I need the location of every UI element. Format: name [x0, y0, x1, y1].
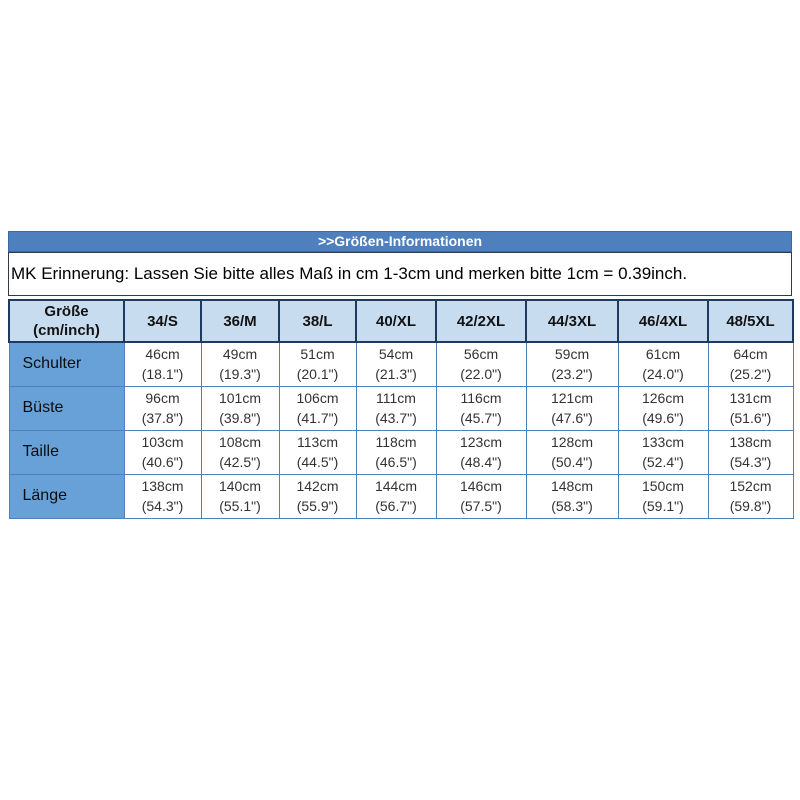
table-header-row — [9, 300, 793, 342]
measure-inch: (24.0") — [642, 366, 684, 383]
measure-cm: 133cm — [641, 434, 685, 450]
measure-cm: 150cm — [641, 478, 685, 494]
measure-cm: 116cm — [460, 390, 502, 406]
measure-inch: (47.6") — [551, 410, 593, 426]
measure-cell — [708, 342, 793, 386]
corner-header-cell — [9, 300, 124, 342]
measure-cell — [279, 386, 356, 430]
size-header-cell: 38/L — [279, 300, 356, 342]
measure-inch: (22.0") — [460, 366, 502, 383]
measure-cell — [356, 430, 436, 474]
measure-cm: 148cm — [550, 478, 594, 494]
measure-cm: 113cm — [297, 434, 338, 450]
measure-cell — [124, 430, 201, 474]
measure-cell — [279, 430, 356, 474]
measure-cell — [526, 430, 618, 474]
measure-inch: (56.7") — [375, 498, 417, 514]
measure-cell — [201, 342, 279, 386]
size-info-content — [8, 231, 792, 519]
measure-cell — [436, 430, 526, 474]
measure-cm: 138cm — [729, 434, 772, 450]
measure-cell — [201, 386, 279, 430]
measure-cm: 61cm — [645, 346, 681, 363]
measure-inch: (44.5") — [296, 454, 339, 470]
measure-inch: (54.3") — [729, 454, 772, 470]
measure-cell — [708, 430, 793, 474]
measure-inch: (52.4") — [642, 454, 684, 470]
measure-inch: (21.3") — [375, 366, 417, 383]
measure-inch: (57.5") — [460, 498, 502, 514]
measure-cell — [618, 430, 708, 474]
measure-cm: 101cm — [218, 390, 262, 406]
measure-cm: 106cm — [296, 390, 339, 406]
measure-cell — [356, 474, 436, 518]
measure-cm: 140cm — [218, 478, 262, 494]
measurement-row — [9, 474, 793, 518]
measure-cell — [436, 474, 526, 518]
measure-inch: (51.6") — [729, 410, 772, 426]
measure-inch: (23.2") — [551, 366, 593, 383]
measure-cm: 59cm — [554, 346, 590, 363]
measure-cm: 123cm — [459, 434, 503, 450]
section-title: >>Größen-Informationen — [317, 233, 483, 249]
measure-cm: 126cm — [641, 390, 685, 406]
measure-inch: (45.7") — [460, 410, 502, 426]
measure-cm: 111cm — [376, 390, 416, 406]
measurement-row-label: Schulter — [9, 342, 124, 386]
measure-cm: 121cm — [550, 390, 594, 406]
size-table — [8, 299, 794, 519]
measure-cm: 152cm — [729, 478, 772, 494]
measure-cm: 56cm — [463, 346, 499, 363]
measure-cm: 142cm — [296, 478, 339, 494]
measure-cm: 144cm — [374, 478, 418, 494]
measure-cm: 146cm — [459, 478, 503, 494]
measure-cell — [526, 474, 618, 518]
measure-cell — [436, 342, 526, 386]
measure-inch: (54.3") — [141, 498, 184, 514]
measurement-row — [9, 342, 793, 386]
size-table-body — [9, 342, 793, 518]
measurement-row-label: Länge — [9, 474, 124, 518]
measure-cm: 131cm — [729, 390, 772, 406]
measure-cm: 49cm — [222, 346, 258, 363]
measure-cell — [124, 474, 201, 518]
measure-cell — [124, 342, 201, 386]
measure-inch: (43.7") — [375, 410, 417, 426]
size-header-cell: 46/4XL — [618, 300, 708, 342]
measure-cell — [279, 474, 356, 518]
measure-cell — [526, 342, 618, 386]
measure-cell — [201, 430, 279, 474]
measure-inch: (59.8") — [729, 498, 772, 514]
measure-inch: (59.1") — [642, 498, 684, 514]
measure-inch: (18.1") — [141, 366, 184, 383]
measure-inch: (55.1") — [219, 498, 261, 514]
measure-cm: 96cm — [145, 390, 180, 406]
measure-cell — [618, 342, 708, 386]
size-header-cell: 44/3XL — [526, 300, 618, 342]
measure-cm: 51cm — [300, 346, 335, 363]
measure-cell — [124, 386, 201, 430]
measure-inch: (40.6") — [141, 454, 184, 470]
section-title-bar — [8, 231, 792, 252]
measure-inch: (49.6") — [642, 410, 684, 426]
measure-inch: (41.7") — [296, 410, 339, 426]
measure-inch: (19.3") — [219, 366, 261, 383]
reminder-note — [8, 252, 792, 296]
size-header-cell: 48/5XL — [708, 300, 793, 342]
size-header-cell: 36/M — [201, 300, 279, 342]
corner-header-line2: (cm/inch) — [33, 322, 100, 339]
measure-cell — [279, 342, 356, 386]
measurement-row-label: Büste — [9, 386, 124, 430]
size-header-cell: 40/XL — [356, 300, 436, 342]
measure-cm: 46cm — [145, 346, 180, 363]
measure-cm: 128cm — [550, 434, 594, 450]
measurement-row — [9, 430, 793, 474]
measure-cm: 138cm — [141, 478, 184, 494]
measure-cm: 108cm — [218, 434, 262, 450]
reminder-text: MK Erinnerung: Lassen Sie bitte alles Maß in cm 1-3cm und merken bitte 1cm = 0.39inch. — [11, 264, 688, 283]
measure-cm: 103cm — [141, 434, 184, 450]
measure-cm: 54cm — [378, 346, 414, 363]
size-header-cell: 34/S — [124, 300, 201, 342]
measure-inch: (37.8") — [141, 410, 184, 426]
measurement-row — [9, 386, 793, 430]
measure-inch: (20.1") — [296, 366, 339, 383]
measure-cm: 64cm — [733, 346, 768, 363]
corner-header-line1: Größe — [44, 303, 89, 320]
measurement-row-label: Taille — [9, 430, 124, 474]
measure-inch: (39.8") — [219, 410, 261, 426]
measure-cell — [201, 474, 279, 518]
measure-cell — [708, 386, 793, 430]
measure-cell — [356, 342, 436, 386]
measure-inch: (42.5") — [219, 454, 261, 470]
measure-inch: (25.2") — [729, 366, 772, 383]
measure-cell — [708, 474, 793, 518]
measure-inch: (50.4") — [551, 454, 593, 470]
measure-inch: (55.9") — [296, 498, 339, 514]
size-header-cell: 42/2XL — [436, 300, 526, 342]
measure-inch: (46.5") — [375, 454, 417, 470]
measure-cell — [618, 386, 708, 430]
measure-inch: (58.3") — [551, 498, 593, 514]
measure-cell — [526, 386, 618, 430]
measure-cm: 118cm — [375, 434, 417, 450]
measure-cell — [436, 386, 526, 430]
measure-cell — [356, 386, 436, 430]
measure-cell — [618, 474, 708, 518]
measure-inch: (48.4") — [460, 454, 502, 470]
